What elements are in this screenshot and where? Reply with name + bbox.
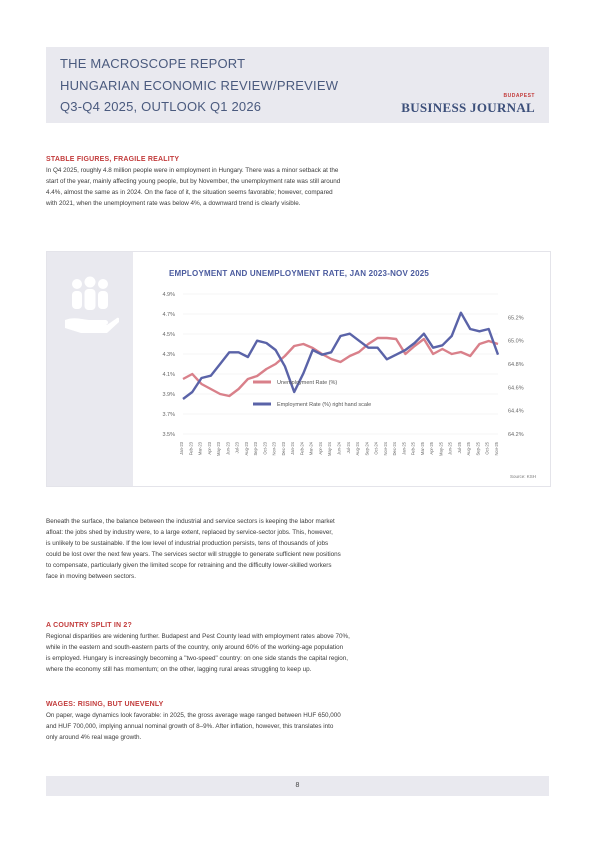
report-header xyxy=(46,47,549,123)
paragraph-line: with 2021, when the unemployment rate was below 4%, a downward trend is clearly visible. xyxy=(46,200,301,207)
x-tick-label: Oct-25 xyxy=(484,442,490,455)
x-tick-label: Apr-24 xyxy=(317,442,323,455)
paragraph-line: where the economy still has momentum; on the other, lagging rural areas struggling to keep up. xyxy=(46,666,312,673)
x-tick-label: Aug-24 xyxy=(355,442,361,456)
x-tick-label: Oct-23 xyxy=(262,442,268,455)
x-tick-label: May-23 xyxy=(216,442,222,456)
report-subtitle: HUNGARIAN ECONOMIC REVIEW/PREVIEW xyxy=(60,78,339,93)
paragraph-line: start of the year, mainly affecting young people, but by November, the unemployment rate was still around xyxy=(46,178,341,185)
y-left-tick-label: 3.5% xyxy=(162,432,175,438)
paragraph-line: afloat: the jobs shed by industry were, to a large extent, replaced by service-sector jobs. This, however, xyxy=(46,529,333,536)
x-tick-label: Jan-25 xyxy=(401,442,407,455)
employment-rate-line xyxy=(183,313,498,399)
x-tick-label: Nov-24 xyxy=(382,442,388,456)
x-tick-label: Jun-25 xyxy=(447,442,453,455)
y-right-tick-label: 65.0% xyxy=(508,338,524,345)
x-tick-label: Aug-23 xyxy=(243,442,249,456)
y-left-tick-label: 4.9% xyxy=(162,292,175,298)
x-tick-label: Apr-23 xyxy=(206,442,212,455)
x-tick-label: Jan-24 xyxy=(290,442,296,455)
paragraph-line: Beneath the surface, the balance between the industrial and service sectors is keeping the labor market xyxy=(46,518,335,525)
x-tick-label: Sep-25 xyxy=(475,442,481,456)
logo-main-text: BUSINESS JOURNAL xyxy=(401,100,535,115)
x-tick-label: Dec-24 xyxy=(392,442,398,456)
x-tick-label: Mar-25 xyxy=(419,442,425,456)
x-tick-label: Dec-23 xyxy=(280,442,286,456)
x-tick-label: Jun-23 xyxy=(225,442,231,455)
chart-panel xyxy=(46,251,551,487)
paragraph-line: and HUF 700,000, implying annual nominal growth of 8–9%. After inflation, however, this translates into xyxy=(46,723,334,730)
x-tick-label: Jul-25 xyxy=(456,442,462,454)
x-tick-label: Jun-24 xyxy=(336,442,342,455)
report-period: Q3-Q4 2025, OUTLOOK Q1 2026 xyxy=(60,99,262,114)
x-tick-label: Sep-23 xyxy=(253,442,259,456)
y-right-tick-label: 64.2% xyxy=(508,432,524,438)
paragraph-line: is employed. Hungary is increasingly becoming a "two-speed" country: on one side stands the capital region, xyxy=(46,655,348,662)
paragraph-line: could be lost over the next few years. The services sector will struggle to generate sufficient new positions xyxy=(46,551,341,558)
x-tick-label: Apr-25 xyxy=(429,442,435,455)
legend-label: Employment Rate (%) right hand scale xyxy=(277,402,372,408)
paragraph-line: face in moving between sectors. xyxy=(46,573,136,580)
x-tick-label: May-25 xyxy=(438,442,444,456)
x-tick-label: Feb-23 xyxy=(188,442,194,456)
paragraph-line: to compensate, particularly given the limited scope for retraining and the difficulty lower-skilled workers xyxy=(46,562,332,569)
section-heading-country-split: A COUNTRY SPLIT IN 2? xyxy=(46,622,133,629)
y-left-tick-label: 4.5% xyxy=(162,332,175,338)
paragraph-line: On paper, wage dynamics look favorable: in 2025, the gross average wage ranged between HUF 650,000 xyxy=(46,712,341,719)
logo-small-text: BUDAPEST xyxy=(503,93,535,99)
x-tick-label: Feb-25 xyxy=(410,442,416,456)
unemployment-rate-line xyxy=(183,338,498,396)
x-tick-label: Jan-23 xyxy=(179,442,184,455)
x-tick-label: Nov-25 xyxy=(494,442,499,456)
chart-title: EMPLOYMENT AND UNEMPLOYMENT RATE, JAN 2023-NOV 2025 xyxy=(169,269,430,278)
paragraph-line: only around 4% real wage growth. xyxy=(46,734,142,741)
y-left-tick-label: 4.7% xyxy=(162,312,175,318)
x-tick-label: Nov-23 xyxy=(271,442,277,456)
chart-source: Source: KSH xyxy=(509,474,536,479)
paragraph-line: is unlikely to be sustainable. If the low level of industrial production persists, tens of thousands of jobs xyxy=(46,540,329,547)
x-tick-label: Sep-24 xyxy=(364,442,370,456)
y-right-tick-label: 64.6% xyxy=(508,385,524,392)
y-right-tick-label: 64.8% xyxy=(508,362,524,368)
section-heading-wages: WAGES: RISING, BUT UNEVENLY xyxy=(46,701,164,708)
y-left-tick-label: 3.7% xyxy=(162,412,175,418)
paragraph-line: Regional disparities are widening further. Budapest and Pest County lead with employment rates above 70%, xyxy=(46,633,350,640)
y-right-tick-label: 65.2% xyxy=(508,315,524,322)
section-heading-stable: STABLE FIGURES, FRAGILE REALITY xyxy=(46,156,180,163)
y-right-tick-label: 64.4% xyxy=(508,408,524,415)
report-title: THE MACROSCOPE REPORT xyxy=(60,56,246,71)
chart-side-band xyxy=(47,252,133,486)
page-number: 8 xyxy=(295,782,300,789)
x-tick-label: Jul-24 xyxy=(345,442,351,454)
publication-logo xyxy=(401,93,535,117)
x-tick-label: Feb-24 xyxy=(299,442,305,456)
x-tick-label: Jul-23 xyxy=(234,442,240,454)
paragraph-line: 4.4%, almost the same as in 2024. On the face of it, the situation seems favorable; however, compared xyxy=(46,189,333,196)
x-tick-label: Aug-25 xyxy=(466,442,472,456)
line-chart xyxy=(133,280,543,480)
page-footer xyxy=(46,776,549,796)
y-left-tick-label: 4.3% xyxy=(162,352,175,358)
people-in-hand-icon xyxy=(61,276,119,338)
y-left-tick-label: 4.1% xyxy=(162,372,175,378)
y-left-tick-label: 3.9% xyxy=(162,392,175,398)
x-tick-label: Oct-24 xyxy=(373,442,379,455)
paragraph-line: while in the eastern and south-eastern parts of the country, only around 60% of the working-age population xyxy=(46,644,344,651)
x-tick-label: May-24 xyxy=(327,442,333,456)
x-tick-label: Mar-24 xyxy=(308,442,314,456)
paragraph-line: In Q4 2025, roughly 4.8 million people were in employment in Hungary. There was a minor setback at the xyxy=(46,167,339,174)
x-tick-label: Mar-23 xyxy=(197,442,203,456)
legend-label: Unemployment Rate (%) xyxy=(277,380,338,386)
